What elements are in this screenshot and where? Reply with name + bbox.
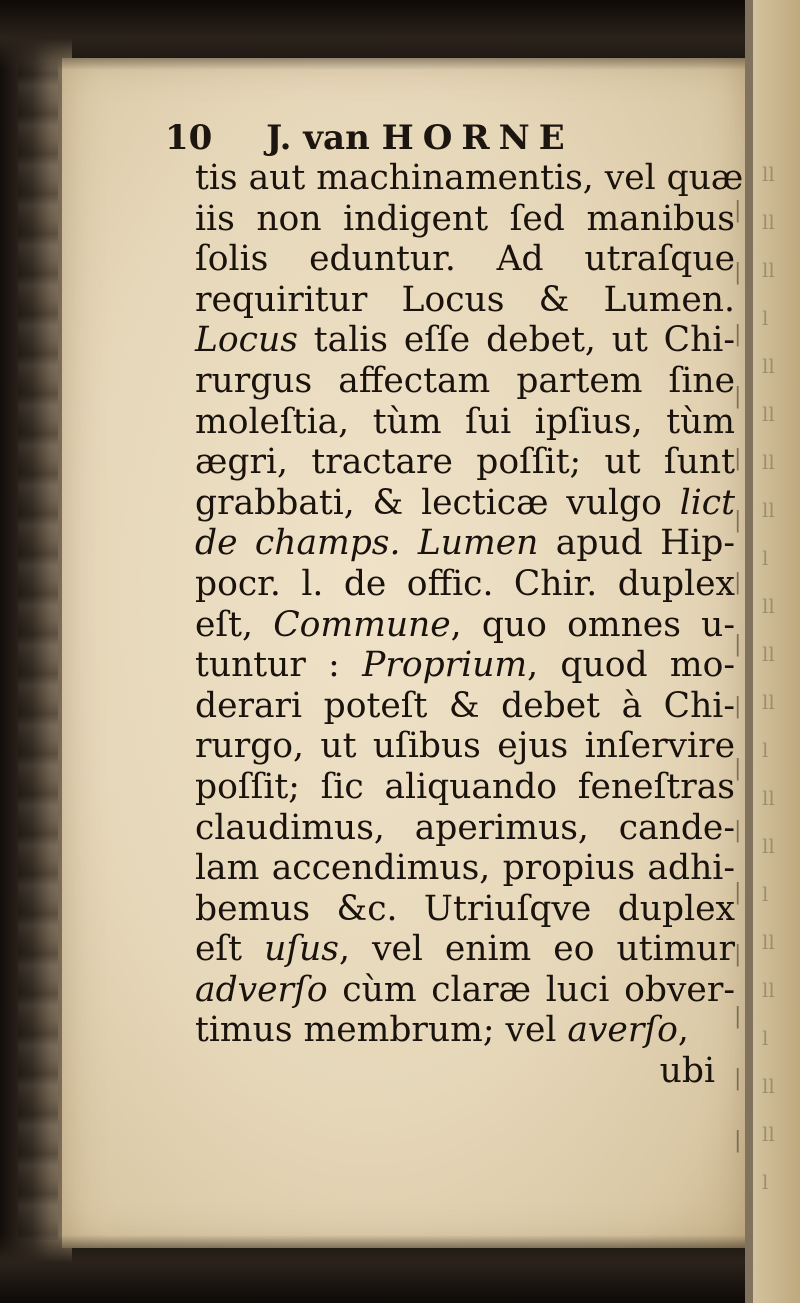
running-title-prefix: J. van bbox=[266, 118, 370, 158]
text-line bbox=[195, 808, 735, 849]
page-gutter bbox=[745, 0, 753, 1303]
body-text bbox=[195, 158, 744, 1092]
text-segment: derari poteſt & debet à Chi- bbox=[195, 685, 735, 726]
text-line bbox=[195, 483, 735, 524]
text-segment: tuntur : bbox=[195, 645, 363, 686]
top-shadow-edge bbox=[0, 0, 800, 70]
italic-segment: averſo bbox=[567, 1010, 678, 1051]
text-line bbox=[195, 767, 735, 808]
spine-shadow bbox=[18, 60, 58, 1240]
text-line bbox=[195, 605, 735, 646]
text-line bbox=[195, 564, 735, 605]
italic-segment: Commune bbox=[273, 604, 451, 645]
text-segment: requiritur Locus & Lumen. bbox=[195, 279, 735, 320]
text-line bbox=[195, 929, 735, 970]
running-title-name: HORNE bbox=[381, 118, 574, 158]
text-line bbox=[195, 1010, 735, 1051]
text-segment: claudimus, aperimus, cande- bbox=[195, 807, 735, 848]
text-line bbox=[195, 402, 735, 443]
text-line bbox=[195, 889, 735, 930]
text-segment: timus membrum; vel bbox=[195, 1010, 568, 1051]
text-line bbox=[195, 442, 735, 483]
text-segment: , quo omnes u- bbox=[450, 604, 735, 645]
italic-segment: uſus bbox=[264, 929, 339, 970]
text-segment: ſolis eduntur. Ad utraſque bbox=[195, 239, 735, 280]
text-segment: lam accendimus, propius adhi- bbox=[195, 848, 735, 889]
text-line bbox=[195, 199, 735, 240]
text-line bbox=[195, 523, 735, 564]
text-line bbox=[195, 158, 744, 199]
text-segment: iis non indigent ſed manibus bbox=[195, 198, 735, 239]
text-segment: grabbati, & lecticæ vulgo bbox=[195, 482, 680, 523]
text-segment: , bbox=[677, 1010, 689, 1051]
text-segment: eſt, bbox=[195, 604, 274, 645]
text-segment: pocr. l. de offic. Chir. duplex bbox=[195, 563, 735, 604]
text-line bbox=[195, 970, 735, 1011]
text-segment: , quod mo- bbox=[527, 645, 736, 686]
show-through-text: ll ll ll l ll ll ll ll l ll ll ll l ll ll l ll ll l ll ll l bbox=[762, 162, 775, 1194]
text-segment: moleſtia, tùm ſui ipſius, tùm bbox=[195, 401, 735, 442]
text-line bbox=[195, 645, 735, 686]
text-line bbox=[195, 848, 735, 889]
text-segment: talis eſſe debet, ut Chi- bbox=[297, 320, 735, 361]
text-line bbox=[195, 239, 735, 280]
margin-marks: | | | | | | | | | | | | | | | | bbox=[734, 198, 742, 1153]
text-segment: bemus &c. Utriuſqve duplex bbox=[195, 888, 735, 929]
catchword bbox=[195, 1051, 735, 1092]
italic-segment: de champs. bbox=[195, 523, 401, 564]
italic-segment: Proprium bbox=[362, 645, 528, 686]
italic-segment: Lumen bbox=[417, 523, 539, 564]
text-segment bbox=[400, 523, 417, 563]
bottom-shadow-edge bbox=[0, 1235, 800, 1303]
text-line bbox=[195, 726, 735, 767]
text-segment: apud Hip- bbox=[538, 523, 735, 564]
text-segment: poſſit; ſic aliquando feneſtras bbox=[195, 766, 735, 807]
running-header bbox=[165, 118, 574, 158]
text-line bbox=[195, 320, 735, 361]
text-line bbox=[195, 686, 735, 727]
text-segment: tis aut machinamentis, vel quæ bbox=[195, 158, 744, 198]
text-line bbox=[195, 361, 735, 402]
text-segment: rurgus affectam partem ſine bbox=[195, 360, 735, 401]
italic-segment: lict bbox=[679, 482, 735, 523]
text-line bbox=[195, 280, 735, 321]
text-segment: ægri, tractare poſſit; ut ſunt bbox=[195, 442, 735, 483]
italic-segment: Locus bbox=[195, 320, 298, 361]
italic-segment: adverſo bbox=[195, 969, 328, 1010]
page-number: 10 bbox=[165, 118, 213, 158]
text-segment: eſt bbox=[195, 929, 265, 970]
text-segment: , vel enim eo utimur bbox=[338, 929, 735, 970]
catchword-text: ubi bbox=[659, 1051, 715, 1092]
text-segment: cùm claræ luci obver- bbox=[327, 969, 735, 1010]
text-segment: rurgo, ut uſibus ejus inſervire bbox=[195, 726, 735, 767]
